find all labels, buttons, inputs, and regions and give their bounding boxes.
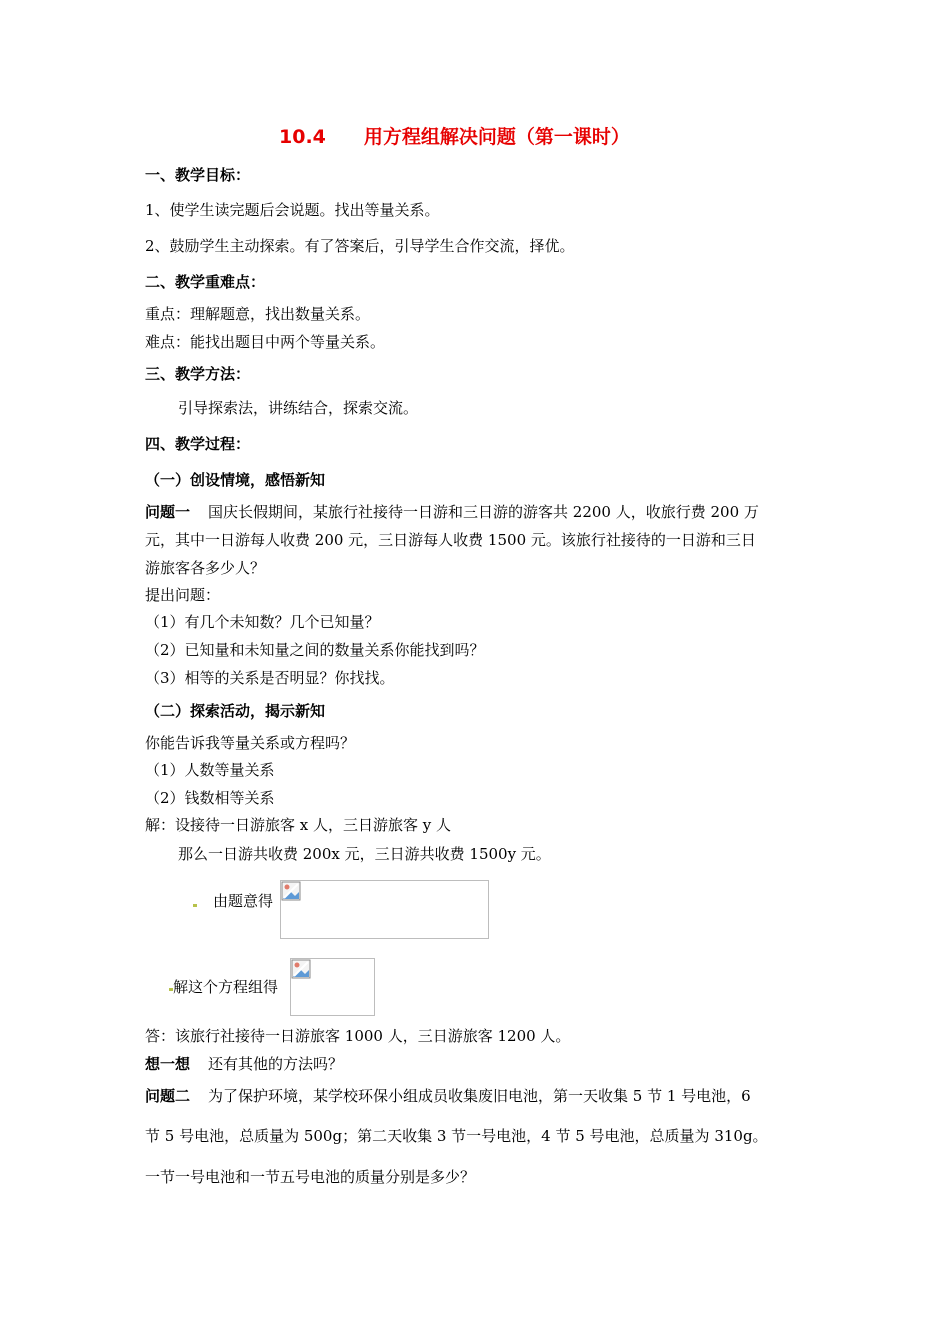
problem1-label: 问题一 [145, 503, 191, 521]
section-heading-process: 四、教学过程： [145, 435, 251, 453]
think-text: 还有其他的方法吗？ [208, 1055, 344, 1073]
problem2-text: 为了保护环境，某学校环保小组成员收集废旧电池，第一天收集 5 节 1 号电池，6 [208, 1087, 751, 1105]
problem1-line: 游旅客各多少人？ [145, 559, 266, 577]
solution-image [290, 958, 375, 1016]
section-heading-goals: 一、教学目标： [145, 166, 251, 184]
method-text: 引导探索法，讲练结合，探索交流。 [178, 399, 419, 417]
difficult-point: 难点：能找出题目中两个等量关系。 [145, 333, 386, 351]
answer-line: 答：该旅行社接待一日游旅客 1000 人，三日游旅客 1200 人。 [145, 1027, 571, 1045]
document-title: 10.4 用方程组解决问题（第一课时） [279, 126, 630, 148]
part2-line: （1）人数等量关系 [145, 761, 275, 779]
goal-item: 2、鼓励学生主动探索。有了答案后，引导学生合作交流，择优。 [145, 237, 575, 255]
by-meaning-label: 由题意得 [213, 892, 274, 910]
part1-heading: （一）创设情境，感悟新知 [145, 471, 326, 489]
part2-heading: （二）探索活动，揭示新知 [145, 702, 326, 720]
ask-label: 提出问题： [145, 586, 221, 604]
marker-dot [193, 904, 197, 907]
problem1-line: 元，其中一日游每人收费 200 元，三日游每人收费 1500 元。该旅行社接待的一日游和三日 [145, 531, 756, 549]
problem1-text: 国庆长假期间，某旅行社接待一日游和三日游的游客共 2200 人，收旅行费 200 万 [208, 503, 759, 521]
solve-label: 解这个方程组得 [173, 978, 279, 996]
part2-line: 你能告诉我等量关系或方程吗？ [145, 734, 356, 752]
problem2-line: 一节一号电池和一节五号电池的质量分别是多少？ [145, 1168, 476, 1186]
problem2-line: 节 5 号电池，总质量为 500g；第二天收集 3 节一号电池，4 节 5 号电池，总质量为 310g。 [145, 1127, 768, 1145]
problem2-line [145, 1086, 751, 1106]
broken-image-icon [281, 881, 301, 901]
problem2-label: 问题二 [145, 1087, 191, 1105]
section-heading-method: 三、教学方法： [145, 365, 251, 383]
key-point: 重点：理解题意，找出数量关系。 [145, 305, 371, 323]
think-label: 想一想 [145, 1055, 191, 1073]
goal-item: 1、使学生读完题后会说题。找出等量关系。 [145, 201, 440, 219]
solution-line: 那么一日游共收费 200x 元，三日游共收费 1500y 元。 [178, 845, 551, 863]
question-item: （3）相等的关系是否明显？你找找。 [145, 669, 395, 687]
section-heading-key-points: 二、教学重难点： [145, 273, 266, 291]
part2-line: （2）钱数相等关系 [145, 789, 275, 807]
broken-image-icon [291, 959, 311, 979]
question-item: （1）有几个未知数？几个已知量？ [145, 613, 380, 631]
problem1-line [145, 502, 759, 522]
equation-system-image [280, 880, 489, 939]
question-item: （2）已知量和未知量之间的数量关系你能找到吗？ [145, 641, 485, 659]
solution-line: 解：设接待一日游旅客 x 人，三日游旅客 y 人 [145, 816, 452, 834]
think-line [145, 1054, 343, 1074]
